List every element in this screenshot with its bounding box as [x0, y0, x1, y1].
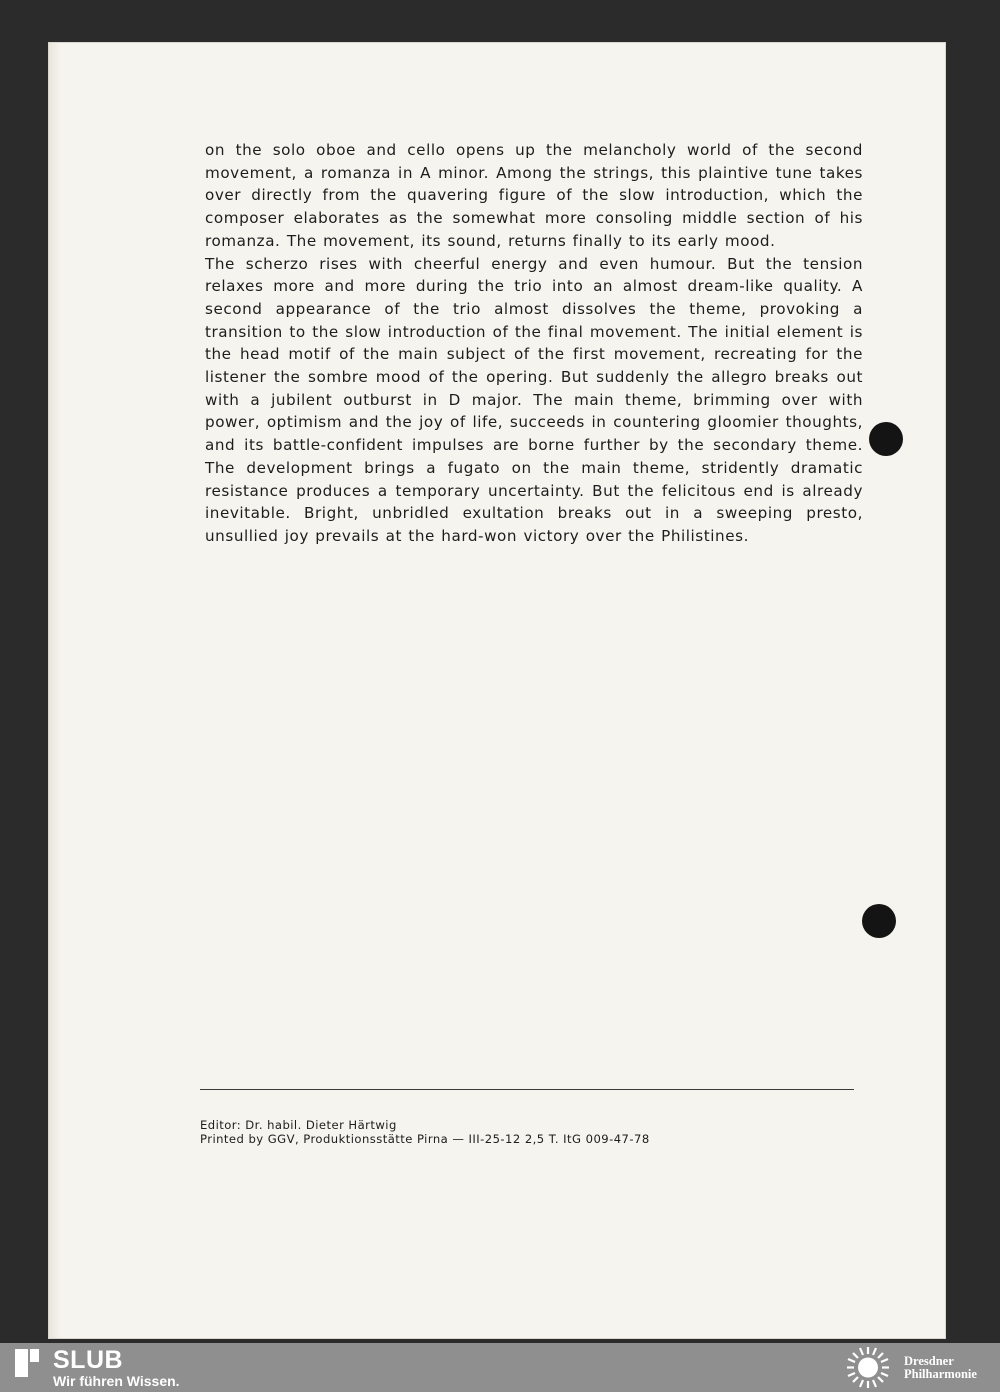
page-edge-shadow — [49, 43, 61, 1338]
punch-hole-icon — [869, 422, 903, 456]
paragraph-romanza: on the solo oboe and cello opens up the melancholy world of the second movement, a romanza in A minor. Among the strings, this plaintive tune takes over directly from the quavering figure of the slow introduction, which the composer elaborates as the somewhat more consoling middle section of his romanza. The movement, its sound, returns finally to its early mood. — [205, 141, 863, 250]
punch-hole-icon — [862, 904, 896, 938]
imprint-editor: Editor: Dr. habil. Dieter Härtwig — [200, 1118, 397, 1132]
imprint — [200, 1119, 650, 1146]
partner-line-1: Dresdner — [904, 1354, 954, 1368]
footer-bar — [0, 1343, 1000, 1392]
slub-name[interactable]: SLUB — [53, 1346, 124, 1374]
imprint-divider — [200, 1089, 854, 1090]
slub-slogan: Wir führen Wissen. — [53, 1373, 180, 1389]
slub-logo-icon[interactable] — [12, 1347, 42, 1379]
dresdner-philharmonie-name[interactable] — [904, 1355, 977, 1381]
document-page — [49, 43, 945, 1338]
imprint-printer: Printed by GGV, Produktionsstätte Pirna — III-25-12 2,5 T. ItG 009-47-78 — [200, 1131, 650, 1146]
dresdner-philharmonie-logo-icon[interactable] — [840, 1345, 896, 1390]
paragraph-scherzo-finale: The scherzo rises with cheerful energy and even humour. But the tension relaxes more and more during the trio into an almost dream-like quality. A second appearance of the trio almost dissolves the theme, provoking a transition to the slow introduction of the final movement. The initial element is the head motif of the main subject of the first movement, recreating for the listener the sombre mood of the opering. But suddenly the allegro breaks out with a jubilent outburst in D major. The main theme, brimming over with power, optimism and the joy of life, succeeds in countering gloomier thoughts, and its battle-confident impulses are borne further by the secondary theme. The development brings a fugato on the main theme, stridently dramatic resistance produces a temporary uncertainty. But the felicitous end is already inevitable. Bright, unbridled exultation breaks out in a sweeping presto, unsullied joy prevails at the hard-won victory over the Philistines. — [205, 254, 863, 545]
body-text — [205, 139, 863, 548]
partner-line-2: Philharmonie — [904, 1367, 977, 1381]
